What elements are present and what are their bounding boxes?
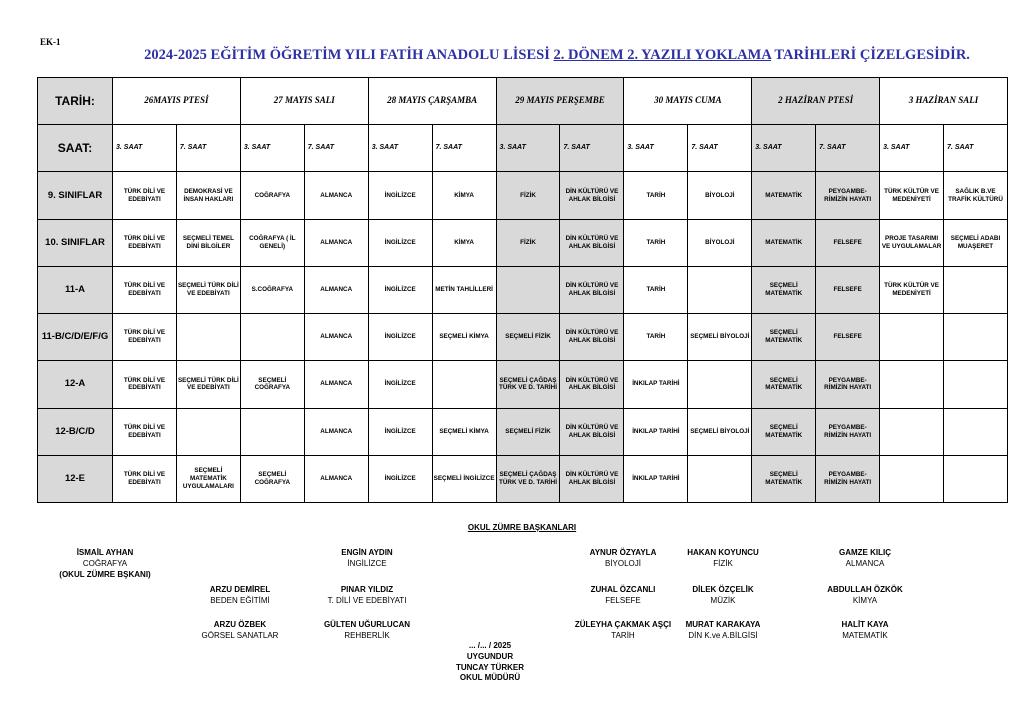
exam-cell: MATEMATİK	[752, 172, 816, 219]
period-header: 3. SAAT	[368, 125, 432, 172]
day-header: 3 HAZİRAN SALI	[880, 78, 1008, 125]
exam-cell	[944, 314, 1008, 361]
head-name: AYNUR ÖZYAYLA	[589, 548, 657, 557]
exam-cell: FELSEFE	[816, 266, 880, 313]
head-subject: MATEMATİK	[842, 630, 888, 640]
title-part-1: 2024-2025 EĞİTİM ÖĞRETİM YILI FATİH ANADOLU LİSESİ	[144, 47, 554, 63]
exam-cell: PEYGAMBE-RİMİZİN HAYATI	[816, 408, 880, 455]
exam-cell: SEÇMELİ TEMEL DİNİ BİLGİLER	[176, 219, 240, 266]
exam-cell: S.COĞRAFYA	[240, 266, 304, 313]
exam-cell: TÜRK DİLİ VE EDEBİYATI	[113, 314, 177, 361]
head-name: ZUHAL ÖZCANLI	[590, 585, 656, 594]
department-head	[648, 620, 798, 642]
exam-cell: FELSEFE	[816, 219, 880, 266]
exam-cell: SEÇMELİ BİYOLOJİ	[688, 314, 752, 361]
exam-cell: İNKILAP TARİHİ	[624, 408, 688, 455]
exam-cell: DİN KÜLTÜRÜ VE AHLAK BİLGİSİ	[560, 408, 624, 455]
exam-cell: TARİH	[624, 219, 688, 266]
head-subject: KİMYA	[852, 595, 878, 605]
class-row	[38, 219, 1008, 266]
period-header: 3. SAAT	[624, 125, 688, 172]
exam-cell: SEÇMELİ MATEMATİK UYGULAMALARI	[176, 455, 240, 502]
exam-cell: SEÇMELİ KİMYA	[432, 314, 496, 361]
exam-cell	[880, 408, 944, 455]
exam-cell: SAĞLIK B.VE TRAFİK KÜLTÜRÜ	[944, 172, 1008, 219]
head-name: DİLEK ÖZÇELİK	[692, 585, 754, 594]
head-name: HAKAN KOYUNCU	[687, 548, 759, 557]
date-header-label: TARİH:	[38, 78, 113, 125]
class-row	[38, 455, 1008, 502]
head-name: ARZU DEMİREL	[209, 585, 271, 594]
exam-cell: TÜRK KÜLTÜR VE MEDENİYETİ	[880, 266, 944, 313]
class-row	[38, 314, 1008, 361]
exam-cell: DİN KÜLTÜRÜ VE AHLAK BİLGİSİ	[560, 455, 624, 502]
exam-cell	[240, 408, 304, 455]
exam-cell	[176, 314, 240, 361]
exam-cell: PEYGAMBE-RİMİZİN HAYATI	[816, 361, 880, 408]
exam-cell: PROJE TASARIMI VE UYGULAMALAR	[880, 219, 944, 266]
title-part-3: TARİHLERİ ÇİZELGESİDİR.	[771, 47, 970, 63]
exam-cell: İNKILAP TARİHİ	[624, 361, 688, 408]
exam-cell: SEÇMELİ COĞRAFYA	[240, 455, 304, 502]
head-subject: MÜZİK	[710, 595, 736, 605]
head-subject: FİZİK	[713, 558, 733, 568]
exam-cell: METİN TAHLİLLERİ	[432, 266, 496, 313]
head-name: MURAT KARAKAYA	[685, 620, 761, 629]
period-header: 7. SAAT	[688, 125, 752, 172]
head-subject: FELSEFE	[605, 595, 641, 605]
exam-cell: KİMYA	[432, 219, 496, 266]
page-title	[0, 47, 1024, 64]
head-subject: COĞRAFYA	[82, 558, 128, 568]
exam-cell: ALMANCA	[304, 219, 368, 266]
period-header: 7. SAAT	[432, 125, 496, 172]
exam-cell: TÜRK DİLİ VE EDEBİYATI	[113, 219, 177, 266]
period-header: 7. SAAT	[944, 125, 1008, 172]
principal-title: OKUL MÜDÜRÜ	[459, 673, 521, 683]
exam-cell: SEÇMELİ TÜRK DİLİ VE EDEBİYATI	[176, 361, 240, 408]
exam-cell	[432, 361, 496, 408]
class-label: 12-A	[38, 361, 113, 408]
exam-cell: ALMANCA	[304, 408, 368, 455]
class-row	[38, 408, 1008, 455]
exam-cell: TARİH	[624, 314, 688, 361]
exam-cell	[688, 266, 752, 313]
department-head	[790, 548, 940, 570]
period-header: 7. SAAT	[176, 125, 240, 172]
principal-name: TUNCAY TÜRKER	[455, 662, 524, 672]
exam-cell: DİN KÜLTÜRÜ VE AHLAK BİLGİSİ	[560, 314, 624, 361]
department-head	[790, 585, 940, 607]
department-head	[648, 585, 798, 607]
exam-cell: İNGİLİZCE	[368, 361, 432, 408]
exam-cell: PEYGAMBE-RİMİZİN HAYATI	[816, 455, 880, 502]
period-header: 7. SAAT	[304, 125, 368, 172]
exam-cell: COĞRAFYA ( İL GENELİ)	[240, 219, 304, 266]
approval-date: ... /... / 2025	[468, 641, 512, 650]
heads-title: OKUL ZÜMRE BAŞKANLARI	[467, 523, 577, 532]
exam-cell: COĞRAFYA	[240, 172, 304, 219]
exam-cell: TÜRK DİLİ VE EDEBİYATI	[113, 172, 177, 219]
period-header: 3. SAAT	[752, 125, 816, 172]
head-subject: BİYOLOJİ	[604, 558, 641, 568]
exam-cell: ALMANCA	[304, 455, 368, 502]
department-head	[648, 548, 798, 570]
exam-cell: PEYGAMBE-RİMİZİN HAYATI	[816, 172, 880, 219]
period-header: 3. SAAT	[240, 125, 304, 172]
exam-cell: SEÇMELİ KİMYA	[432, 408, 496, 455]
head-name: PINAR YILDIZ	[340, 585, 394, 594]
exam-cell: SEÇMELİ MATEMATİK	[752, 408, 816, 455]
day-header: 28 MAYIS ÇARŞAMBA	[368, 78, 496, 125]
approval-text: UYGUNDUR	[466, 651, 514, 661]
exam-cell: SEÇMELİ MATEMATİK	[752, 361, 816, 408]
head-subject: REHBERLİK	[344, 630, 390, 640]
exam-cell: KİMYA	[432, 172, 496, 219]
exam-cell: SEÇMELİ ÇAĞDAŞ TÜRK VE D. TARİHİ	[496, 455, 560, 502]
exam-cell: TÜRK DİLİ VE EDEBİYATI	[113, 361, 177, 408]
class-row	[38, 266, 1008, 313]
exam-cell: SEÇMELİ TÜRK DİLİ VE EDEBİYATI	[176, 266, 240, 313]
department-head	[292, 548, 442, 570]
exam-cell: İNGİLİZCE	[368, 314, 432, 361]
exam-cell: DİN KÜLTÜRÜ VE AHLAK BİLGİSİ	[560, 219, 624, 266]
exam-cell: SEÇMELİ MATEMATİK	[752, 314, 816, 361]
class-label: 12-E	[38, 455, 113, 502]
department-head	[292, 585, 442, 607]
head-subject: BEDEN EĞİTİMİ	[210, 595, 270, 605]
class-row	[38, 361, 1008, 408]
head-name: HALİT KAYA	[841, 620, 889, 629]
exam-cell	[240, 314, 304, 361]
head-name: ARZU ÖZBEK	[213, 620, 267, 629]
exam-cell: FELSEFE	[816, 314, 880, 361]
exam-cell: TÜRK KÜLTÜR VE MEDENİYETİ	[880, 172, 944, 219]
exam-cell	[944, 361, 1008, 408]
exam-cell: TARİH	[624, 172, 688, 219]
exam-cell: ALMANCA	[304, 172, 368, 219]
exam-cell: İNGİLİZCE	[368, 266, 432, 313]
exam-cell: TÜRK DİLİ VE EDEBİYATI	[113, 266, 177, 313]
exam-cell: İNGİLİZCE	[368, 408, 432, 455]
exam-cell: SEÇMELİ ÇAĞDAŞ TÜRK VE D. TARİHİ	[496, 361, 560, 408]
exam-cell: SEÇMELİ FİZİK	[496, 314, 560, 361]
class-label: 11-B/C/D/E/F/G	[38, 314, 113, 361]
exam-cell: DEMOKRASİ VE İNSAN HAKLARI	[176, 172, 240, 219]
exam-cell	[944, 408, 1008, 455]
exam-cell: SEÇMELİ FİZİK	[496, 408, 560, 455]
exam-cell: SEÇMELİ İNGİLİZCE	[432, 455, 496, 502]
exam-cell: BİYOLOJİ	[688, 219, 752, 266]
annex-label: EK-1	[40, 37, 61, 47]
day-header: 2 HAZİRAN PTESİ	[752, 78, 880, 125]
exam-cell	[176, 408, 240, 455]
head-name: ABDULLAH ÖZKÖK	[827, 585, 903, 594]
exam-cell	[944, 266, 1008, 313]
class-label: 12-B/C/D	[38, 408, 113, 455]
period-header: 3. SAAT	[496, 125, 560, 172]
exam-cell: FİZİK	[496, 219, 560, 266]
head-subject: GÖRSEL SANATLAR	[201, 630, 279, 640]
day-header: 29 MAYIS PERŞEMBE	[496, 78, 624, 125]
department-head	[292, 620, 442, 642]
department-head	[790, 620, 940, 642]
exam-cell	[496, 266, 560, 313]
title-part-2: 2. DÖNEM 2. YAZILI YOKLAMA	[553, 47, 772, 63]
head-subject: ALMANCA	[845, 558, 885, 568]
period-header: 7. SAAT	[560, 125, 624, 172]
head-subject: İNGİLİZCE	[347, 558, 387, 568]
exam-cell: SEÇMELİ MATEMATİK	[752, 455, 816, 502]
exam-cell: TÜRK DİLİ VE EDEBİYATI	[113, 455, 177, 502]
head-subject: TARİH	[611, 630, 635, 640]
period-header: 7. SAAT	[816, 125, 880, 172]
exam-cell: ALMANCA	[304, 361, 368, 408]
exam-cell	[944, 455, 1008, 502]
department-head	[30, 548, 180, 580]
head-note: (OKUL ZÜMRE BŞKANI)	[59, 569, 151, 579]
day-header: 27 MAYIS SALI	[240, 78, 368, 125]
exam-cell: ALMANCA	[304, 314, 368, 361]
exam-cell: DİN KÜLTÜRÜ VE AHLAK BİLGİSİ	[560, 361, 624, 408]
exam-cell	[880, 314, 944, 361]
exam-cell: ALMANCA	[304, 266, 368, 313]
exam-cell	[688, 361, 752, 408]
exam-cell: İNGİLİZCE	[368, 172, 432, 219]
class-label: 9. SINIFLAR	[38, 172, 113, 219]
class-row	[38, 172, 1008, 219]
head-name: GAMZE KILIÇ	[839, 548, 891, 557]
exam-cell: İNGİLİZCE	[368, 455, 432, 502]
head-name: İSMAİL AYHAN	[76, 548, 134, 557]
exam-cell: DİN KÜLTÜRÜ VE AHLAK BİLGİSİ	[560, 172, 624, 219]
exam-cell: SEÇMELİ MATEMATİK	[752, 266, 816, 313]
exam-schedule-table	[37, 77, 1008, 503]
exam-cell	[880, 455, 944, 502]
exam-cell	[880, 361, 944, 408]
exam-cell: MATEMATİK	[752, 219, 816, 266]
exam-cell: İNGİLİZCE	[368, 219, 432, 266]
head-name: ENGİN AYDIN	[341, 548, 393, 557]
exam-cell	[688, 455, 752, 502]
exam-cell: İNKILAP TARİHİ	[624, 455, 688, 502]
period-header: 3. SAAT	[880, 125, 944, 172]
exam-cell: BİYOLOJİ	[688, 172, 752, 219]
head-subject: DİN K.ve A.BİLGİSİ	[688, 630, 758, 640]
class-label: 11-A	[38, 266, 113, 313]
exam-cell: FİZİK	[496, 172, 560, 219]
period-header-label: SAAT:	[38, 125, 113, 172]
head-subject: T. DİLİ VE EDEBİYATI	[327, 595, 407, 605]
class-label: 10. SINIFLAR	[38, 219, 113, 266]
head-name: ZÜLEYHA ÇAKMAK AŞÇI	[574, 620, 672, 629]
day-header: 30 MAYIS CUMA	[624, 78, 752, 125]
exam-cell: SEÇMELİ BİYOLOJİ	[688, 408, 752, 455]
exam-cell: SEÇMELİ COĞRAFYA	[240, 361, 304, 408]
exam-cell: TÜRK DİLİ VE EDEBİYATI	[113, 408, 177, 455]
day-header: 26MAYIS PTESİ	[113, 78, 241, 125]
period-header: 3. SAAT	[113, 125, 177, 172]
exam-cell: TARİH	[624, 266, 688, 313]
approval-block	[415, 641, 565, 684]
exam-cell: DİN KÜLTÜRÜ VE AHLAK BİLGİSİ	[560, 266, 624, 313]
exam-cell: SEÇMELİ ADABI MUAŞERET	[944, 219, 1008, 266]
head-name: GÜLTEN UĞURLUCAN	[323, 620, 411, 629]
